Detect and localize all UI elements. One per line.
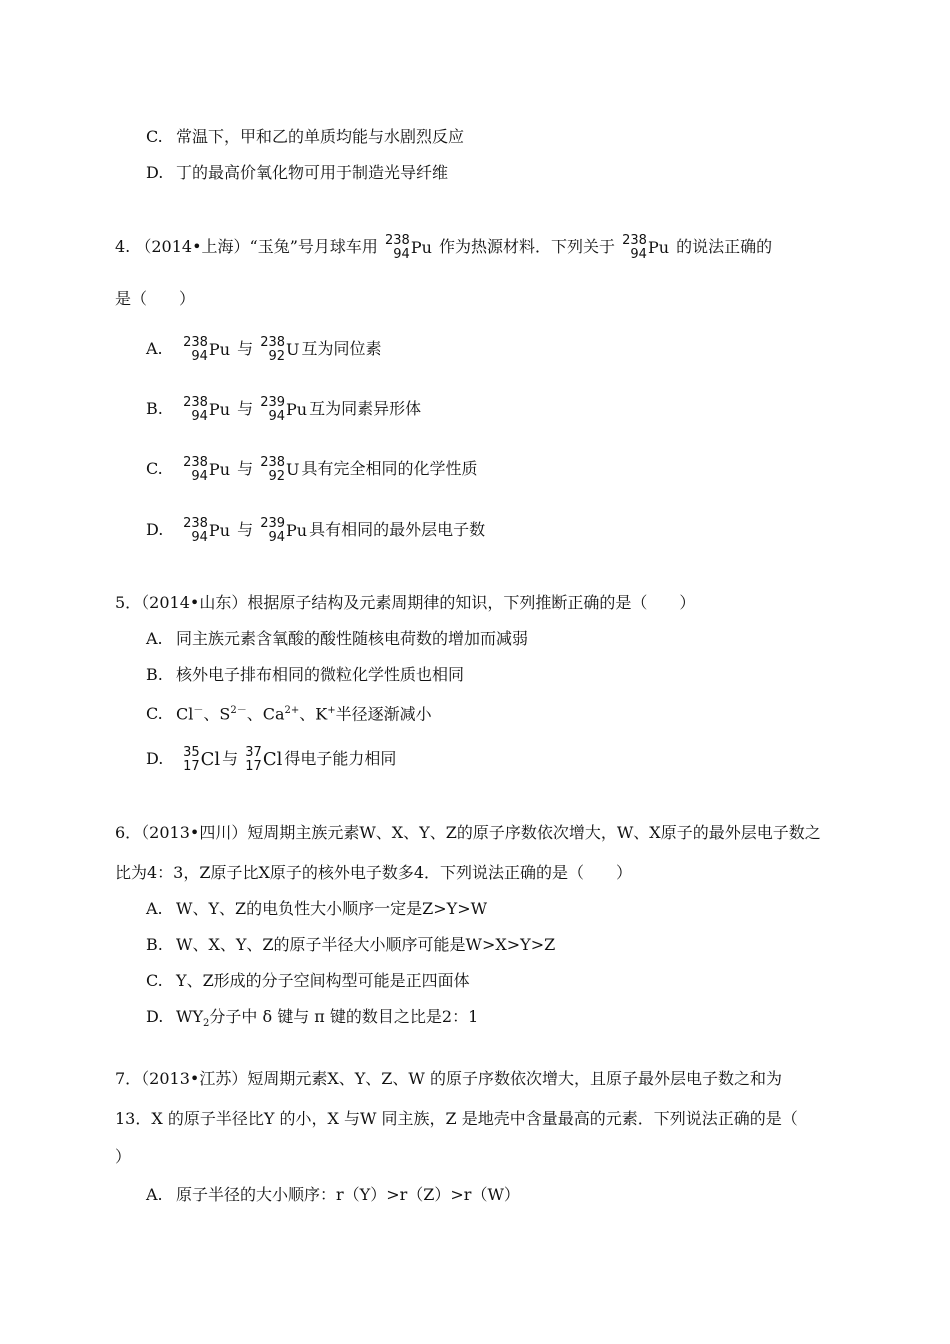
- q6-stem-cont: 比为4：3，Z原子比X原子的核外电子数多4．下列说法正确的是（ ）: [115, 863, 633, 882]
- nuclide-u238: 238 92 U: [260, 334, 300, 364]
- q6-stem: 6．（2013•四川）短周期主族元素W、X、Y、Z的原子序数依次增大，W、X原子的最外层电子数之: [115, 823, 821, 842]
- nuclide-pu239: 239 94 Pu: [260, 394, 308, 424]
- q7-stem-cont: 13．X 的原子半径比Y 的小，X 与W 同主族，Z 是地壳中含量最高的元素．下列说法正确的是（: [115, 1109, 798, 1128]
- nuclide-pu238: 238 94 Pu: [183, 394, 230, 424]
- nuclide-pu238: 238 94 Pu: [183, 515, 230, 545]
- q5-stem: 5．（2014•山东）根据原子结构及元素周期律的知识，下列推断正确的是（ ）: [115, 593, 696, 612]
- q7-stem: 7．（2013•江苏）短周期元素X、Y、Z、W 的原子序数依次增大，且原子最外层电子数之和为: [115, 1069, 782, 1088]
- q5-option-b: B. 核外电子排布相同的微粒化学性质也相同: [146, 665, 465, 684]
- q4-stem: 4. （2014•上海）“玉兔”号月球车用 238 94 Pu 作为热源材料．下列关于 238 94 Pu 的说法正确的: [115, 232, 773, 262]
- q6-option-a: A. W、Y、Z的电负性大小顺序一定是Z>Y>W: [146, 899, 488, 918]
- nuclide-pu238: 238 94 Pu: [385, 232, 432, 262]
- q4-option-b: B. 238 94 Pu 与 239 94 Pu 互为同素异形体: [146, 394, 422, 424]
- nuclide-pu238: 238 94 Pu: [183, 454, 230, 484]
- q4-option-d: D. 238 94 Pu 与 239 94 Pu 具有相同的最外层电子数: [146, 515, 486, 545]
- q5-option-d: D. 35 17 Cl 与 37 17 Cl 得电子能力相同: [146, 744, 397, 774]
- q4-stem-cont: 是（ ）: [115, 289, 196, 308]
- nuclide-pu238: 238 94 Pu: [183, 334, 230, 364]
- nuclide-pu239: 239 94 Pu: [260, 515, 308, 545]
- q3-option-c: C. 常温下，甲和乙的单质均能与水剧烈反应: [146, 127, 465, 146]
- q3-option-d: D. 丁的最高价氧化物可用于制造光导纤维: [146, 163, 449, 182]
- q7-stem-end: ）: [115, 1147, 132, 1166]
- q4-option-a: A. 238 94 Pu 与 238 92 U 互为同位素: [146, 334, 382, 364]
- q6-option-c: C. Y、Z形成的分子空间构型可能是正四面体: [146, 971, 470, 990]
- nuclide-cl35: 35 17 Cl: [183, 744, 221, 774]
- nuclide-cl37: 37 17 Cl: [245, 744, 283, 774]
- nuclide-u238: 238 92 U: [260, 454, 300, 484]
- q6-option-d: D. $WY_2$分子中 δ 键与 π 键的数目之比是2：1: [146, 1007, 479, 1030]
- q4-option-c: C. 238 94 Pu 与 238 92 U 具有完全相同的化学性质: [146, 454, 478, 484]
- q7-option-a: A. 原子半径的大小顺序：r（Y）>r（Z）>r（W）: [146, 1185, 520, 1204]
- q6-option-b: B. W、X、Y、Z的原子半径大小顺序可能是W>X>Y>Z: [146, 935, 556, 954]
- q5-option-c: C. Cl－、$S^{2-}$、$Ca^{2+}$、K+半径逐渐减小: [146, 704, 432, 724]
- q5-option-a: A. 同主族元素含氧酸的酸性随核电荷数的增加而减弱: [146, 629, 529, 648]
- nuclide-pu238: 238 94 Pu: [622, 232, 670, 262]
